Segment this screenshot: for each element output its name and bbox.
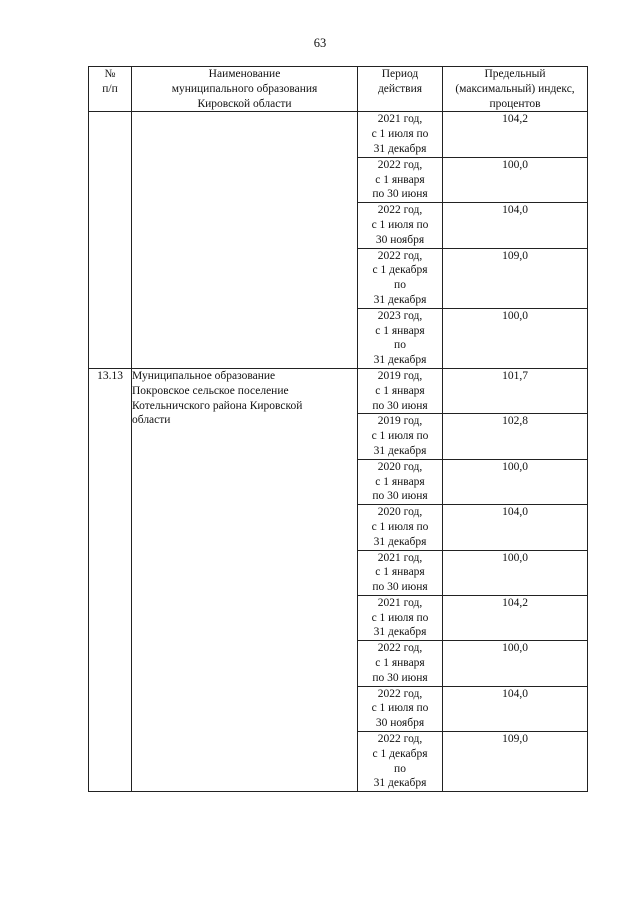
period-cell: 2022 год, с 1 января по 30 июня <box>358 641 443 686</box>
index-cell: 104,2 <box>443 595 588 640</box>
tariff-index-table <box>88 66 588 792</box>
index-cell: 104,0 <box>443 686 588 731</box>
period-cell: 2020 год, с 1 июля по 31 декабря <box>358 505 443 550</box>
entry-number: 13.13 <box>89 368 132 791</box>
page-number: 63 <box>313 36 327 50</box>
cont-number-cell <box>89 112 132 369</box>
period-cell: 2019 год, с 1 июля по 31 декабря <box>358 414 443 459</box>
header-number: № п/п <box>89 67 132 112</box>
period-cell: 2021 год, с 1 июля по 31 декабря <box>358 112 443 157</box>
index-cell: 104,0 <box>443 203 588 248</box>
header-period: Период действия <box>358 67 443 112</box>
table-row <box>89 112 588 157</box>
table-row <box>89 368 588 413</box>
period-cell: 2022 год, с 1 декабря по 31 декабря <box>358 732 443 792</box>
index-cell: 100,0 <box>443 308 588 368</box>
index-cell: 100,0 <box>443 459 588 504</box>
municipality-name: Муниципальное образование Покровское сельское поселение Котельничского района Кировской области <box>132 368 358 791</box>
header-index: Предельный (максимальный) индекс, процентов <box>443 67 588 112</box>
period-cell: 2021 год, с 1 июля по 31 декабря <box>358 595 443 640</box>
table-header-row <box>89 67 588 112</box>
period-cell: 2022 год, с 1 января по 30 июня <box>358 157 443 202</box>
index-cell: 109,0 <box>443 248 588 308</box>
period-cell: 2022 год, с 1 июля по 30 ноября <box>358 203 443 248</box>
period-cell: 2021 год, с 1 января по 30 июня <box>358 550 443 595</box>
period-cell: 2022 год, с 1 июля по 30 ноября <box>358 686 443 731</box>
index-cell: 109,0 <box>443 732 588 792</box>
period-cell: 2023 год, с 1 января по 31 декабря <box>358 308 443 368</box>
index-cell: 100,0 <box>443 550 588 595</box>
period-cell: 2019 год, с 1 января по 30 июня <box>358 368 443 413</box>
index-cell: 104,0 <box>443 505 588 550</box>
index-cell: 102,8 <box>443 414 588 459</box>
period-cell: 2022 год, с 1 декабря по 31 декабря <box>358 248 443 308</box>
header-municipality: Наименование муниципального образования Кировской области <box>132 67 358 112</box>
index-cell: 100,0 <box>443 641 588 686</box>
period-cell: 2020 год, с 1 января по 30 июня <box>358 459 443 504</box>
index-cell: 104,2 <box>443 112 588 157</box>
index-cell: 101,7 <box>443 368 588 413</box>
cont-name-cell <box>132 112 358 369</box>
index-cell: 100,0 <box>443 157 588 202</box>
